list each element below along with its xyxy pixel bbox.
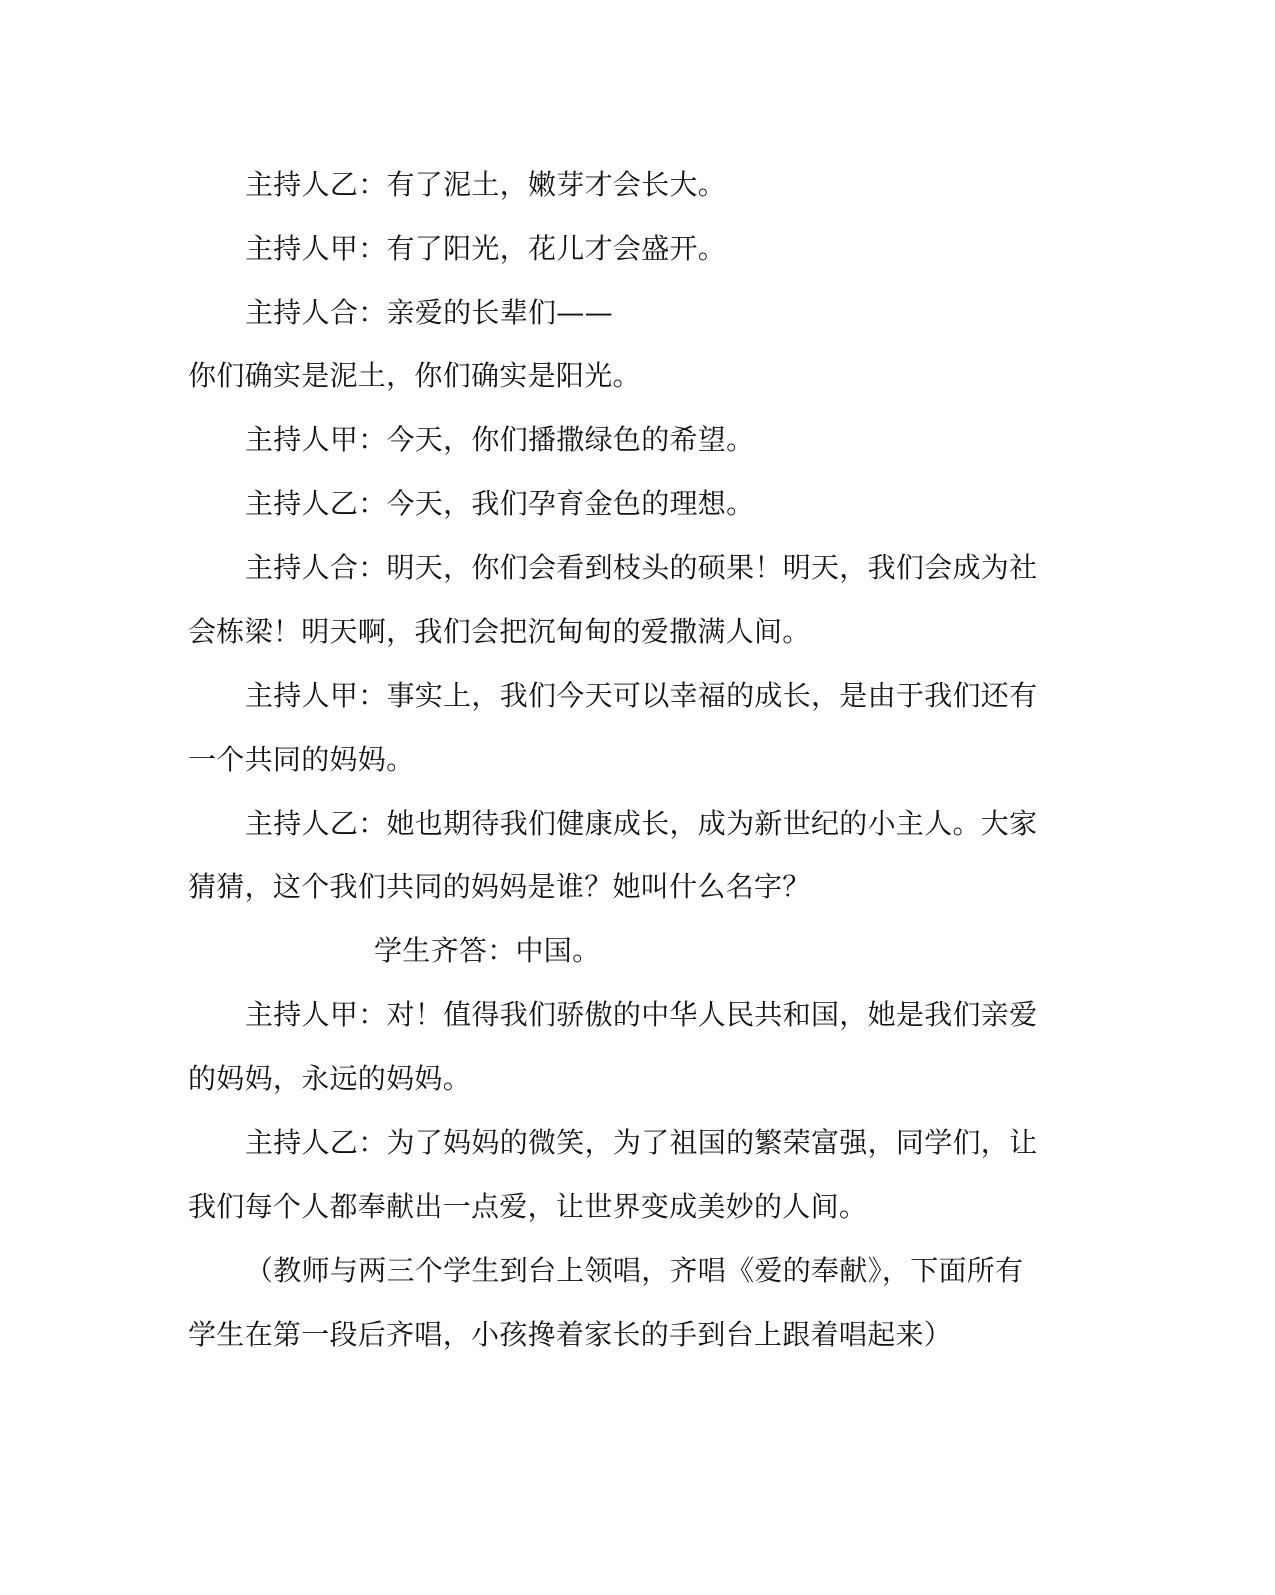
text-line: 主持人合：亲爱的长辈们—— [245,296,613,329]
text-line: 我们每个人都奉献出一点爱，让世界变成美妙的人间。 [188,1190,868,1223]
text-line: 主持人甲：事实上，我们今天可以幸福的成长，是由于我们还有 [245,679,1038,712]
text-line: 主持人甲：今天，你们播撒绿色的希望。 [245,423,755,456]
text-line: 猜猜，这个我们共同的妈妈是谁？她叫什么名字？ [188,870,811,903]
text-line: 主持人乙：今天，我们孕育金色的理想。 [245,487,755,520]
text-line: 主持人甲：对！值得我们骄傲的中华人民共和国，她是我们亲爱 [245,998,1038,1031]
text-line: 主持人乙：有了泥土，嫩芽才会长大。 [245,168,727,201]
text-line: 主持人乙：她也期待我们健康成长，成为新世纪的小主人。大家 [245,807,1038,840]
text-line: 会栋梁！明天啊，我们会把沉甸甸的爱撒满人间。 [188,615,811,648]
text-line: 学生在第一段后齐唱，小孩搀着家长的手到台上跟着唱起来） [188,1318,953,1351]
text-line: 你们确实是泥土，你们确实是阳光。 [188,359,641,392]
text-line: 一个共同的妈妈。 [188,743,415,776]
text-line: 的妈妈，永远的妈妈。 [188,1062,472,1095]
text-line: 主持人乙：为了妈妈的微笑，为了祖国的繁荣富强，同学们，让 [245,1126,1038,1159]
text-line: 学生齐答：中国。 [374,934,601,967]
text-line: 主持人甲：有了阳光，花儿才会盛开。 [245,232,727,265]
text-line: （教师与两三个学生到台上领唱，齐唱《爱的奉献》，下面所有 [245,1254,1024,1287]
text-line: 主持人合：明天，你们会看到枝头的硕果！明天，我们会成为社 [245,551,1038,584]
